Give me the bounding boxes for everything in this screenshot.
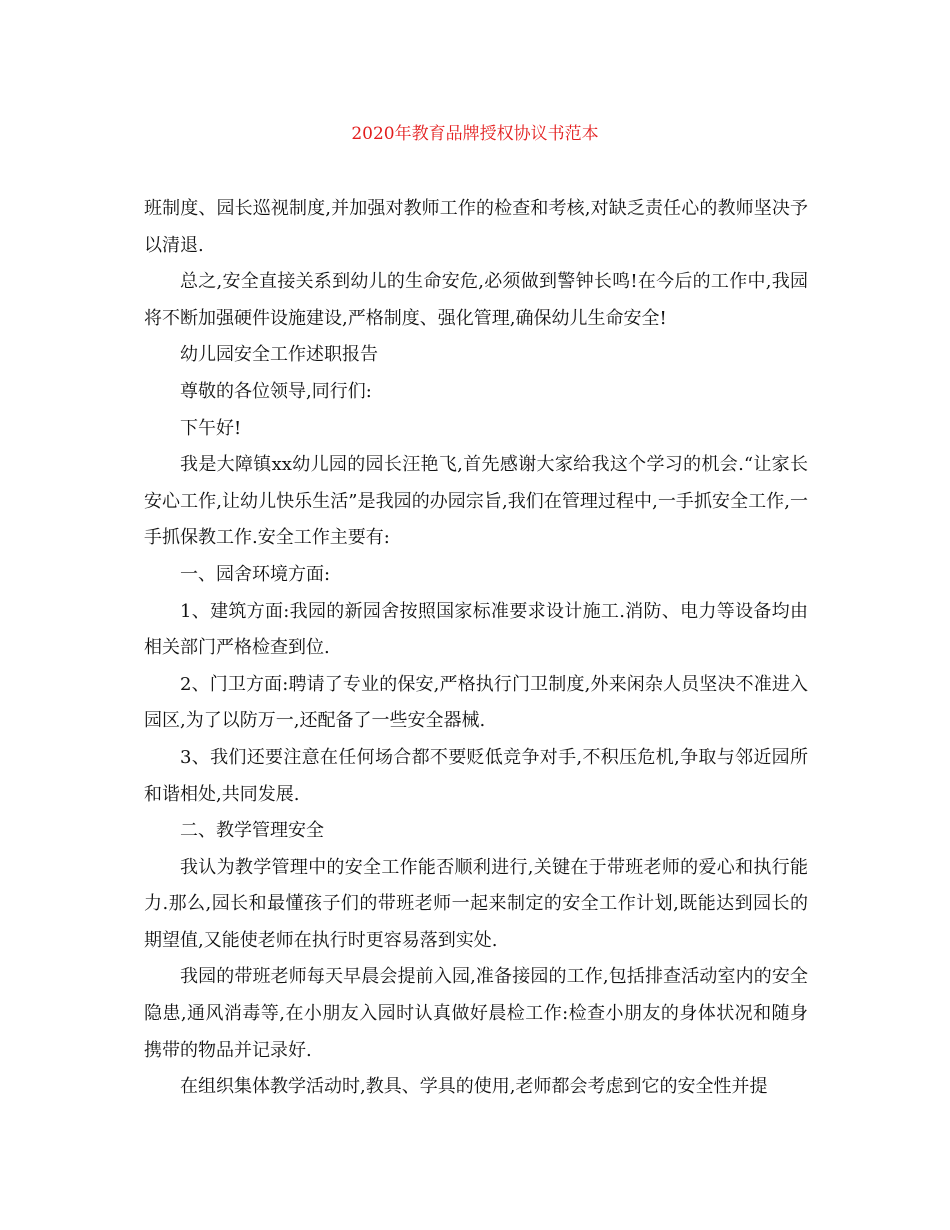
section-heading: 二、教学管理安全	[180, 820, 324, 842]
list-item: 3、我们还要注意在任何场合都不要贬低竞争对手,不积压危机,争取与邻近园所和谐相处,共同发展.	[144, 746, 808, 805]
paragraph: 班制度、园长巡视制度,并加强对教师工作的检查和考核,对缺乏责任心的教师坚决予以清退.	[144, 198, 808, 256]
document-title: 2020年教育品牌授权协议书范本	[351, 124, 599, 144]
paragraph: 我是大障镇xx幼儿园的园长汪艳飞,首先感谢大家给我这个学习的机会.“让家长安心工作,让幼儿快乐生活”是我园的办园宗旨,我们在管理过程中,一手抓安全工作,一手抓保教工作.安全工作主要有:	[144, 454, 808, 549]
paragraph: 我园的带班老师每天早晨会提前入园,准备接园的工作,包括排查活动室内的安全隐患,通风消毒等,在小朋友入园时认真做好晨检工作:检查小朋友的身体状况和随身携带的物品并记录好.	[144, 966, 808, 1061]
document-body	[144, 191, 808, 1106]
paragraph: 在组织集体教学活动时,教具、学具的使用,老师都会考虑到它的安全性并提	[180, 1076, 768, 1098]
list-item: 2、门卫方面:聘请了专业的保安,严格执行门卫制度,外来闲杂人员坚决不准进入园区,为了以防万一,还配备了一些安全器械.	[144, 673, 808, 732]
section-heading: 一、园舍环境方面:	[180, 563, 331, 585]
salutation: 尊敬的各位领导,同行们:	[180, 380, 372, 402]
greeting: 下午好!	[180, 417, 242, 439]
paragraph: 我认为教学管理中的安全工作能否顺利进行,关键在于带班老师的爱心和执行能力.那么,园长和最懂孩子们的带班老师一起来制定的安全工作计划,既能达到园长的期望值,又能使老师在执行时更容易落到实处.	[144, 856, 808, 951]
section-heading: 幼儿园安全工作述职报告	[180, 344, 378, 366]
list-item: 1、建筑方面:我园的新园舍按照国家标准要求设计施工.消防、电力等设备均由相关部门严格检查到位.	[144, 600, 808, 659]
paragraph: 总之,安全直接关系到幼儿的生命安危,必须做到警钟长鸣!在今后的工作中,我园将不断加强硬件设施建设,严格制度、强化管理,确保幼儿生命安全!	[144, 271, 808, 329]
